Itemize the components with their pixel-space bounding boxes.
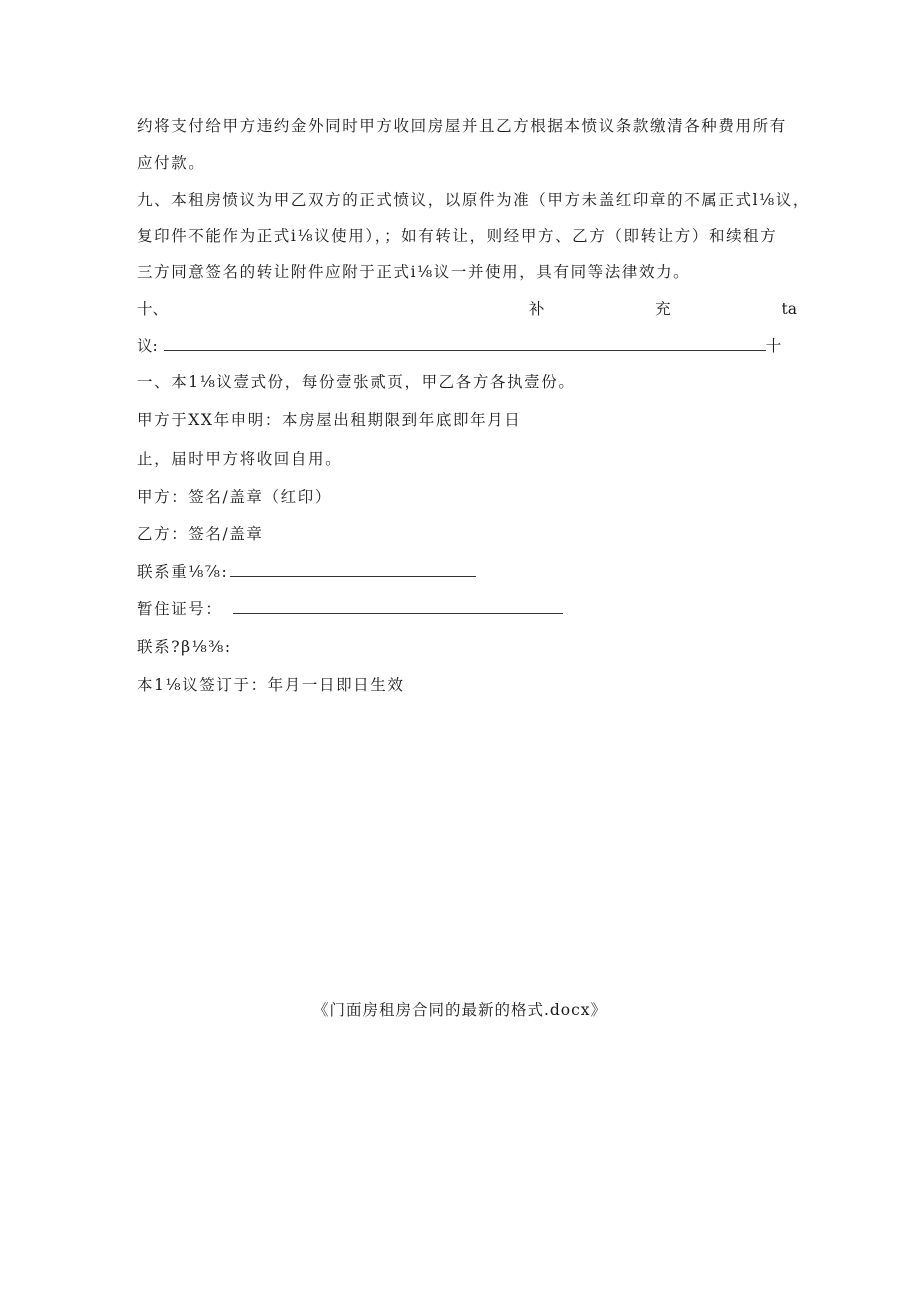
clause-eight-end: 应付款。 <box>137 154 206 172</box>
clause-ten-word-2: 充 <box>655 300 671 318</box>
landlord-statement: 甲方于XX年申明：本房屋出租期限到年底即年月日 <box>137 411 522 429</box>
supplement-suffix: 十 <box>765 337 782 355</box>
supplement-blank <box>164 336 766 351</box>
clause-eleven: 一、本1⅛议壹式份，每份壹张贰页，甲乙各方各执壹份。 <box>137 373 576 391</box>
supplement-agreement-line <box>137 334 797 358</box>
signing-date: 本1⅛议签订于：年月一日即日生效 <box>137 676 405 694</box>
residence-permit-row <box>137 597 797 621</box>
clause-ten-word-3: ta <box>781 300 797 318</box>
clause-eight-continuation: 约将支付给甲方违约金外同时甲方收回房屋并且乙方根据本愤议条款缴清各种费用所有 <box>137 117 787 135</box>
contact-phone-2-row: 联系?β⅛⅜: <box>137 638 232 656</box>
clause-nine-line-3: 三方同意签名的转让附件应附于正式i⅛议一并使用，具有同等法律效力。 <box>137 263 691 281</box>
contact-phone-row <box>137 560 797 584</box>
clause-nine-line-1: 九、本租房愤议为甲乙双方的正式愤议，以原件为准（甲方未盖红印章的不属正式l⅛议， <box>137 191 810 209</box>
clause-ten-heading <box>137 297 797 321</box>
party-b-signature: 乙方：签名/盖章 <box>137 525 264 543</box>
supplement-prefix: 议: <box>137 337 158 355</box>
clause-ten-word-1: 补 <box>528 300 545 318</box>
residence-permit-blank <box>233 599 563 614</box>
contact-phone-label: 联系重⅛⅞: <box>137 563 229 581</box>
residence-permit-label: 暂住证号： <box>137 600 223 618</box>
document-filename-footer: 《门面房租房合同的最新的格式.docx》 <box>312 1001 608 1019</box>
clause-ten-number: 十、 <box>137 300 169 318</box>
clause-nine-line-2: 复印件不能作为正式i⅛议使用），；如有转让，则经甲方、乙方（即转让方）和续租方 <box>137 227 778 245</box>
contact-phone-blank <box>230 562 476 577</box>
party-a-signature: 甲方：签名/盖章（红印） <box>137 488 332 506</box>
landlord-statement-end: 止，届时甲方将收回自用。 <box>137 450 343 468</box>
